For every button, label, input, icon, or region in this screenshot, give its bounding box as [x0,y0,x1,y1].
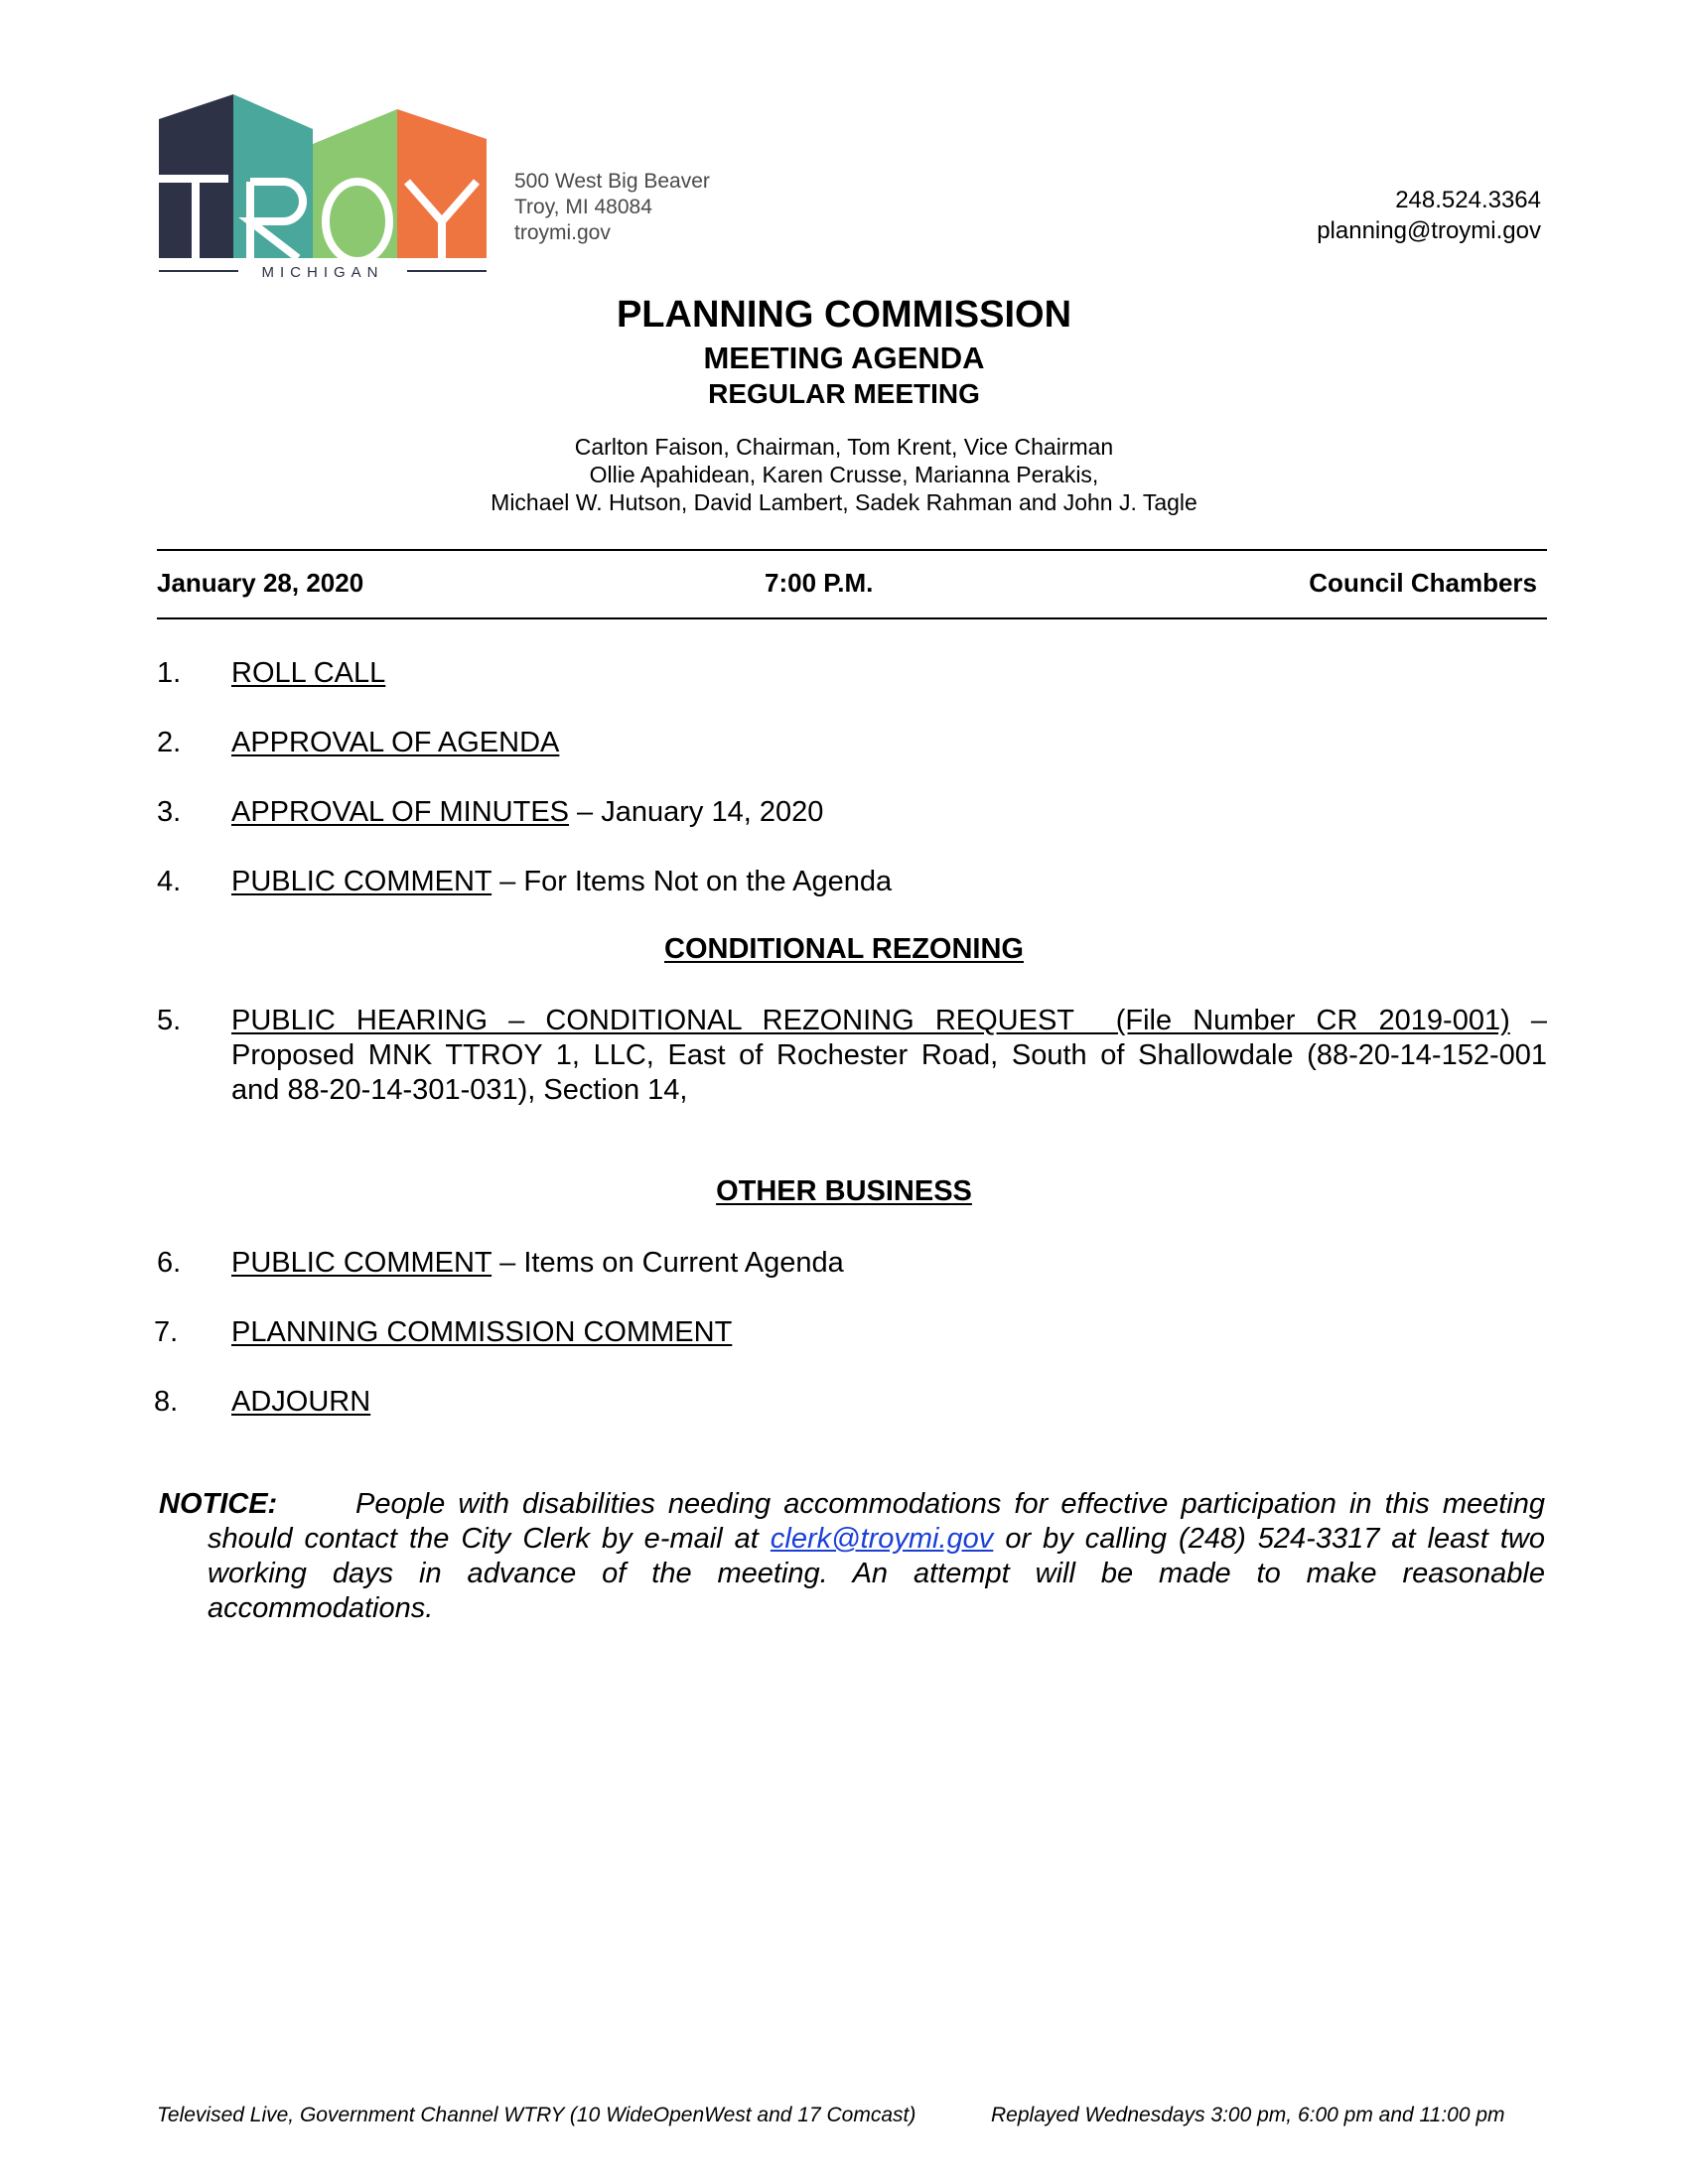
item-number: 1. [157,657,182,689]
section-heading-conditional-rezoning: CONDITIONAL REZONING [664,933,1024,965]
item-number: 4. [157,866,182,897]
troy-logo [154,94,496,279]
members-line-1: Carlton Faison, Chairman, Tom Krent, Vice Chairman [574,434,1114,460]
agenda-item-approval-minutes: APPROVAL OF MINUTES – January 14, 2020 [231,796,824,828]
item-number: 8. [154,1386,179,1418]
page-title: PLANNING COMMISSION [616,294,1072,336]
agenda-item-approval-agenda: APPROVAL OF AGENDA [231,727,560,758]
notice-label: NOTICE: [159,1488,278,1520]
agenda-item-adjourn: ADJOURN [231,1386,371,1418]
section-heading-other-business: OTHER BUSINESS [716,1175,972,1207]
footer-replayed: Replayed Wednesdays 3:00 pm, 6:00 pm and 11:00 pm [991,2104,1505,2126]
notice-line-2: should contact the City Clerk by e-mail at clerk@troymi.gov or by calling (248) 524-3317 at least two [208,1523,1545,1555]
notice-line-4: accommodations. [208,1592,434,1624]
contact-phone: 248.524.3364 [1395,187,1541,213]
agenda-item-public-comment-current: PUBLIC COMMENT – Items on Current Agenda [231,1247,844,1279]
agenda-item-commission-comment: PLANNING COMMISSION COMMENT [231,1316,733,1348]
meeting-location: Council Chambers [1309,568,1537,598]
divider-top [157,549,1547,551]
footer-televised: Televised Live, Government Channel WTRY (10 WideOpenWest and 17 Comcast) [157,2104,916,2126]
address-line-2: Troy, MI 48084 [514,196,652,218]
address-line-1: 500 West Big Beaver [514,170,710,193]
item-number: 2. [157,727,182,758]
contact-email[interactable]: planning@troymi.gov [1317,217,1541,244]
members-line-2: Ollie Apahidean, Karen Crusse, Marianna Perakis, [589,462,1099,487]
agenda-item-public-hearing-line2: Proposed MNK TTROY 1, LLC, East of Rochester Road, South of Shallowdale (88-20-14-152-001 [231,1039,1547,1071]
agenda-item-public-hearing-line3: and 88-20-14-301-031), Section 14, [231,1074,688,1106]
meeting-time: 7:00 P.M. [765,568,874,598]
address-website[interactable]: troymi.gov [514,221,611,244]
item-number: 3. [157,796,182,828]
divider-bottom [157,617,1547,619]
agenda-item-public-comment: PUBLIC COMMENT – For Items Not on the Agenda [231,866,893,897]
clerk-email-link[interactable]: clerk@troymi.gov [770,1523,994,1555]
item-number: 6. [157,1247,182,1279]
members-line-3: Michael W. Hutson, David Lambert, Sadek Rahman and John J. Tagle [491,489,1197,515]
item-number: 7. [154,1316,179,1348]
meeting-type: REGULAR MEETING [708,378,980,409]
page-subtitle: MEETING AGENDA [703,341,985,375]
meeting-date: January 28, 2020 [157,568,364,598]
agenda-item-public-hearing: PUBLIC HEARING – CONDITIONAL REZONING REQUEST (File Number CR 2019-001) – [231,1005,1548,1036]
agenda-item-roll-call: ROLL CALL [231,657,386,689]
notice-line-3: working days in advance of the meeting. An attempt will be made to make reasonable [208,1558,1545,1589]
svg-text:MICHIGAN: MICHIGAN [261,264,384,279]
notice-line-1: People with disabilities needing accommodations for effective participation in this meeting [355,1488,1545,1520]
footer [157,2104,1547,2127]
item-number: 5. [157,1005,182,1036]
